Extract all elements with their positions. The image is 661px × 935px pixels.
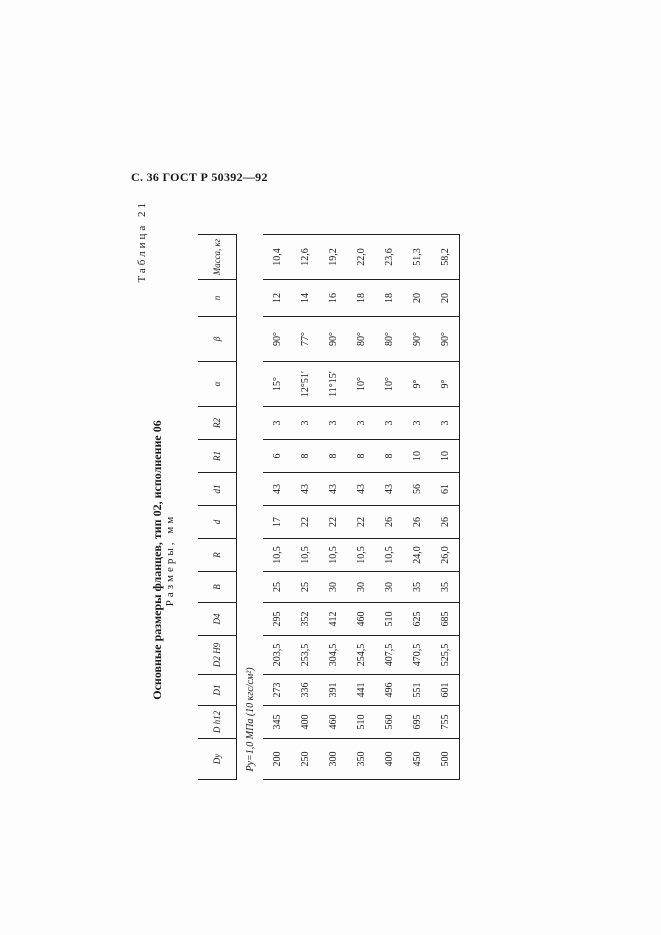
flange-dimensions-table: [198, 234, 460, 780]
cell-d-hole: 26: [403, 506, 431, 539]
cell-mass: 23,6: [375, 235, 403, 280]
cell-r1: 6: [263, 440, 291, 473]
cell-beta: 90°: [403, 317, 431, 362]
rotated-table-block: [136, 200, 451, 780]
cell-mass: 51,3: [403, 235, 431, 280]
cell-d: 400: [291, 706, 319, 739]
cell-d2: 304,5: [319, 636, 347, 675]
cell-d4: 352: [291, 603, 319, 636]
cell-r1: 8: [347, 440, 375, 473]
col-header-r2: R2: [198, 407, 237, 440]
table-label: Таблица 21: [136, 200, 148, 283]
cell-n: 12: [263, 280, 291, 317]
page-header: С. 36 ГОСТ Р 50392—92: [131, 170, 268, 184]
table-header-row: [198, 235, 237, 780]
cell-n: 20: [403, 280, 431, 317]
cell-n: 16: [319, 280, 347, 317]
table-row: [347, 235, 375, 780]
table-units: Размеры, мм: [164, 513, 176, 607]
table-row: [291, 235, 319, 780]
cell-d1: 441: [347, 675, 375, 706]
cell-dy: 200: [263, 739, 291, 780]
cell-dy: 500: [431, 739, 460, 780]
cell-d: 755: [431, 706, 460, 739]
cell-b: 25: [263, 572, 291, 603]
cell-mass: 58,2: [431, 235, 460, 280]
cell-mass: 10,4: [263, 235, 291, 280]
cell-d1: 391: [319, 675, 347, 706]
cell-d1-hole: 43: [347, 473, 375, 506]
cell-mass: 22,0: [347, 235, 375, 280]
col-header-r: R: [198, 539, 237, 572]
cell-mass: 12,6: [291, 235, 319, 280]
cell-d-hole: 26: [375, 506, 403, 539]
cell-d-hole: 17: [263, 506, 291, 539]
cell-d1: 601: [431, 675, 460, 706]
cell-r2: 3: [319, 407, 347, 440]
cell-r: 10,5: [263, 539, 291, 572]
cell-beta: 77°: [291, 317, 319, 362]
cell-d4: 295: [263, 603, 291, 636]
cell-n: 14: [291, 280, 319, 317]
cell-d2: 525,5: [431, 636, 460, 675]
cell-r1: 10: [431, 440, 460, 473]
cell-beta: 80°: [375, 317, 403, 362]
cell-d-hole: 26: [431, 506, 460, 539]
cell-alpha: 12°51′: [291, 362, 319, 407]
table-title: Основные размеры фланцев, тип 02, исполнение 06: [150, 420, 164, 700]
cell-b: 30: [319, 572, 347, 603]
cell-alpha: 15°: [263, 362, 291, 407]
col-header-beta: β: [198, 317, 237, 362]
cell-dy: 350: [347, 739, 375, 780]
cell-r: 10,5: [375, 539, 403, 572]
cell-alpha: 9°: [403, 362, 431, 407]
cell-alpha: 10°: [347, 362, 375, 407]
cell-r2: 3: [403, 407, 431, 440]
cell-d-hole: 22: [347, 506, 375, 539]
cell-d4: 460: [347, 603, 375, 636]
col-header-d2: D2 H9: [198, 636, 237, 675]
cell-r1: 8: [291, 440, 319, 473]
cell-b: 35: [431, 572, 460, 603]
cell-d1: 496: [375, 675, 403, 706]
cell-d: 510: [347, 706, 375, 739]
cell-d2: 407,5: [375, 636, 403, 675]
col-header-d1: D1: [198, 675, 237, 706]
cell-d2: 253,5: [291, 636, 319, 675]
table-row: [319, 235, 347, 780]
cell-r1: 8: [375, 440, 403, 473]
cell-b: 30: [347, 572, 375, 603]
cell-d1-hole: 43: [375, 473, 403, 506]
cell-d2: 203,5: [263, 636, 291, 675]
cell-r2: 3: [375, 407, 403, 440]
table-row: [403, 235, 431, 780]
col-header-d: D h12: [198, 706, 237, 739]
cell-r: 10,5: [319, 539, 347, 572]
cell-r2: 3: [431, 407, 460, 440]
cell-b: 25: [291, 572, 319, 603]
cell-beta: 90°: [319, 317, 347, 362]
cell-r: 10,5: [347, 539, 375, 572]
col-header-n: n: [198, 280, 237, 317]
cell-d1-hole: 56: [403, 473, 431, 506]
col-header-d4: D4: [198, 603, 237, 636]
cell-alpha: 11°15′: [319, 362, 347, 407]
cell-r1: 10: [403, 440, 431, 473]
cell-d1-hole: 43: [291, 473, 319, 506]
col-header-dy: Dу: [198, 739, 237, 780]
cell-d2: 254,5: [347, 636, 375, 675]
cell-alpha: 10°: [375, 362, 403, 407]
cell-r1: 8: [319, 440, 347, 473]
cell-d2: 470,5: [403, 636, 431, 675]
cell-d1: 336: [291, 675, 319, 706]
cell-mass: 19,2: [319, 235, 347, 280]
table-row: [431, 235, 460, 780]
cell-beta: 90°: [263, 317, 291, 362]
pressure-label: Pу=1,0 МПа (10 кгс/см²): [244, 667, 256, 772]
cell-d: 695: [403, 706, 431, 739]
cell-d1: 273: [263, 675, 291, 706]
cell-d: 345: [263, 706, 291, 739]
cell-n: 18: [347, 280, 375, 317]
cell-d1-hole: 61: [431, 473, 460, 506]
pressure-row: [237, 235, 264, 780]
cell-d4: 510: [375, 603, 403, 636]
cell-r2: 3: [291, 407, 319, 440]
cell-d1-hole: 43: [263, 473, 291, 506]
cell-d4: 412: [319, 603, 347, 636]
col-header-r1: R1: [198, 440, 237, 473]
cell-d-hole: 22: [319, 506, 347, 539]
cell-d1-hole: 43: [319, 473, 347, 506]
col-header-b: B: [198, 572, 237, 603]
col-header-mass: Масса, кг: [198, 235, 237, 280]
table-row: [263, 235, 291, 780]
cell-dy: 400: [375, 739, 403, 780]
cell-r: 26,0: [431, 539, 460, 572]
cell-d: 560: [375, 706, 403, 739]
cell-r: 24,0: [403, 539, 431, 572]
cell-d1: 551: [403, 675, 431, 706]
cell-dy: 300: [319, 739, 347, 780]
cell-b: 35: [403, 572, 431, 603]
cell-d4: 625: [403, 603, 431, 636]
cell-n: 18: [375, 280, 403, 317]
col-header-d1-hole: d1: [198, 473, 237, 506]
cell-r2: 3: [347, 407, 375, 440]
table-row: [375, 235, 403, 780]
cell-r: 10,5: [291, 539, 319, 572]
cell-beta: 80°: [347, 317, 375, 362]
col-header-alpha: α: [198, 362, 237, 407]
cell-dy: 450: [403, 739, 431, 780]
cell-d-hole: 22: [291, 506, 319, 539]
cell-b: 30: [375, 572, 403, 603]
cell-dy: 250: [291, 739, 319, 780]
cell-d4: 685: [431, 603, 460, 636]
cell-beta: 90°: [431, 317, 460, 362]
col-header-d-hole: d: [198, 506, 237, 539]
cell-r2: 3: [263, 407, 291, 440]
cell-n: 20: [431, 280, 460, 317]
cell-alpha: 9°: [431, 362, 460, 407]
cell-d: 460: [319, 706, 347, 739]
